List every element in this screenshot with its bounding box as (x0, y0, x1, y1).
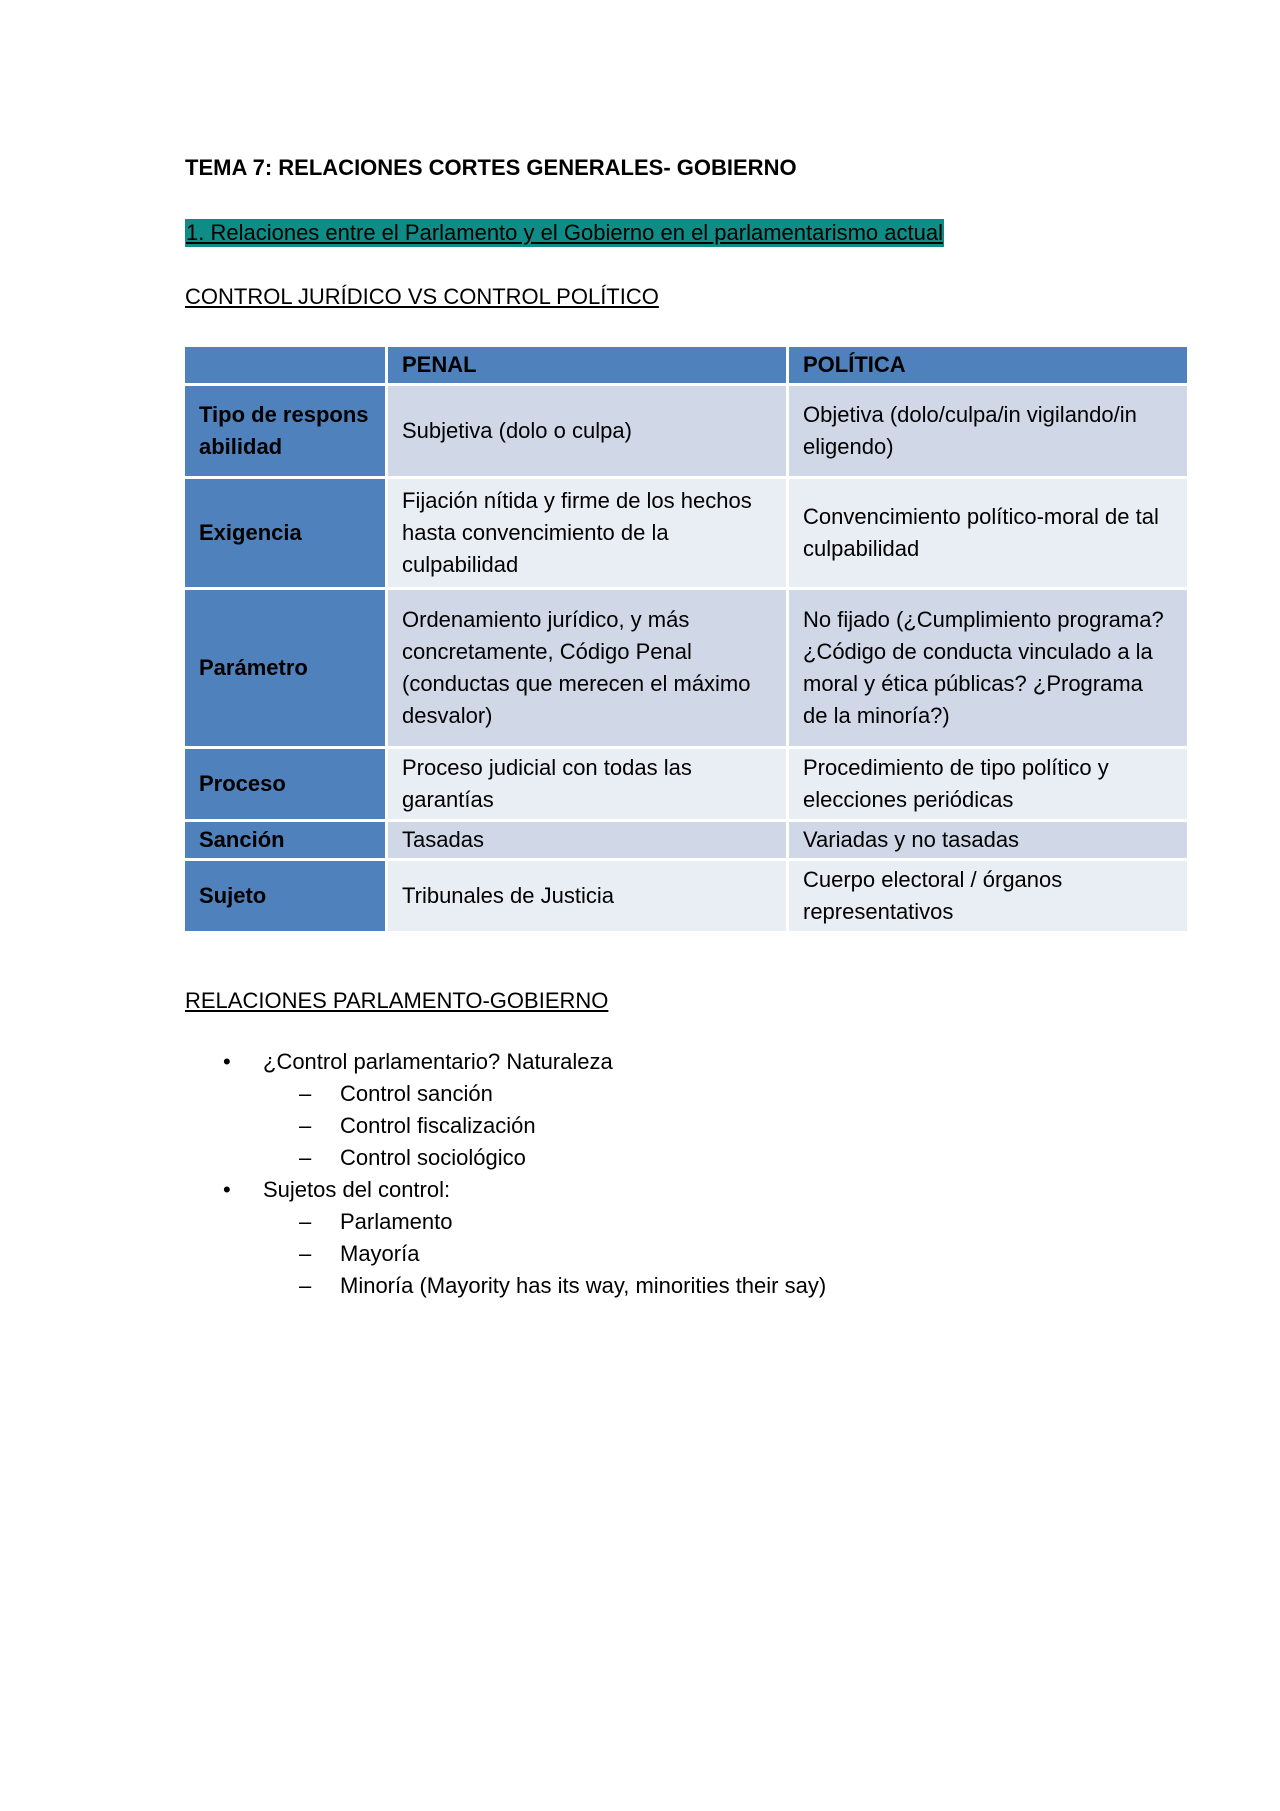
cell-penal: Tasadas (388, 822, 786, 858)
row-label: Exigencia (185, 479, 385, 587)
cell-politica: Convencimiento político-moral de tal culpabilidad (789, 479, 1187, 587)
dash-icon: – (299, 1145, 312, 1170)
sub-list (263, 1206, 826, 1302)
sub-item-text: Control sanción (340, 1081, 493, 1106)
sub-list-item (263, 1078, 826, 1110)
dash-icon: – (299, 1081, 312, 1106)
list-item (185, 1046, 826, 1174)
cell-politica: Objetiva (dolo/culpa/in vigilando/in eligendo) (789, 386, 1187, 476)
row-label: Sanción (185, 822, 385, 858)
sub-list-item (263, 1142, 826, 1174)
cell-penal: Ordenamiento jurídico, y más concretamente, Código Penal (conductas que merecen el máximo desvalor) (388, 590, 786, 746)
table-row (185, 590, 1187, 746)
row-label: Parámetro (185, 590, 385, 746)
sub-list-item (263, 1270, 826, 1302)
row-label: Proceso (185, 749, 385, 819)
cell-penal: Tribunales de Justicia (388, 861, 786, 931)
list-item-text: Sujetos del control: (263, 1177, 451, 1202)
dash-icon: – (299, 1113, 312, 1138)
comparison-table (182, 344, 1190, 934)
sub-list-item (263, 1206, 826, 1238)
bullet-list (185, 1046, 826, 1302)
subheading-control: CONTROL JURÍDICO VS CONTROL POLÍTICO (185, 284, 659, 309)
list-item (185, 1174, 826, 1302)
table-row (185, 861, 1187, 931)
dash-icon: – (299, 1273, 312, 1298)
bullet-icon: • (223, 1049, 231, 1074)
sub-item-text: Mayoría (340, 1241, 420, 1266)
header-politica: POLÍTICA (789, 347, 1187, 383)
sub-list (263, 1078, 826, 1174)
row-label: Tipo de responsabilidad (185, 386, 385, 476)
cell-politica: Variadas y no tasadas (789, 822, 1187, 858)
header-empty (185, 347, 385, 383)
table-row (185, 479, 1187, 587)
dash-icon: – (299, 1241, 312, 1266)
row-label: Sujeto (185, 861, 385, 931)
cell-penal: Subjetiva (dolo o culpa) (388, 386, 786, 476)
cell-politica: Procedimiento de tipo político y elecciones periódicas (789, 749, 1187, 819)
cell-politica: Cuerpo electoral / órganos representativos (789, 861, 1187, 931)
sub-list-item (263, 1110, 826, 1142)
table-header-row (185, 347, 1187, 383)
sub-item-text: Minoría (Mayority has its way, minorities their say) (340, 1273, 827, 1298)
table-row (185, 386, 1187, 476)
cell-politica: No fijado (¿Cumplimiento programa? ¿Código de conducta vinculado a la moral y ética públicas? ¿Programa de la minoría?) (789, 590, 1187, 746)
cell-penal: Fijación nítida y firme de los hechos hasta convencimiento de la culpabilidad (388, 479, 786, 587)
table-row (185, 749, 1187, 819)
sub-list-item (263, 1238, 826, 1270)
bullet-icon: • (223, 1177, 231, 1202)
table-row (185, 822, 1187, 858)
sub-item-text: Parlamento (340, 1209, 453, 1234)
sub-item-text: Control fiscalización (340, 1113, 536, 1138)
cell-penal: Proceso judicial con todas las garantías (388, 749, 786, 819)
sub-item-text: Control sociológico (340, 1145, 526, 1170)
document-title: TEMA 7: RELACIONES CORTES GENERALES- GOBIERNO (185, 155, 797, 180)
subheading-relaciones: RELACIONES PARLAMENTO-GOBIERNO (185, 988, 609, 1013)
header-penal: PENAL (388, 347, 786, 383)
dash-icon: – (299, 1209, 312, 1234)
list-item-text: ¿Control parlamentario? Naturaleza (263, 1049, 613, 1074)
section-heading: 1. Relaciones entre el Parlamento y el Gobierno en el parlamentarismo actual (186, 220, 943, 245)
